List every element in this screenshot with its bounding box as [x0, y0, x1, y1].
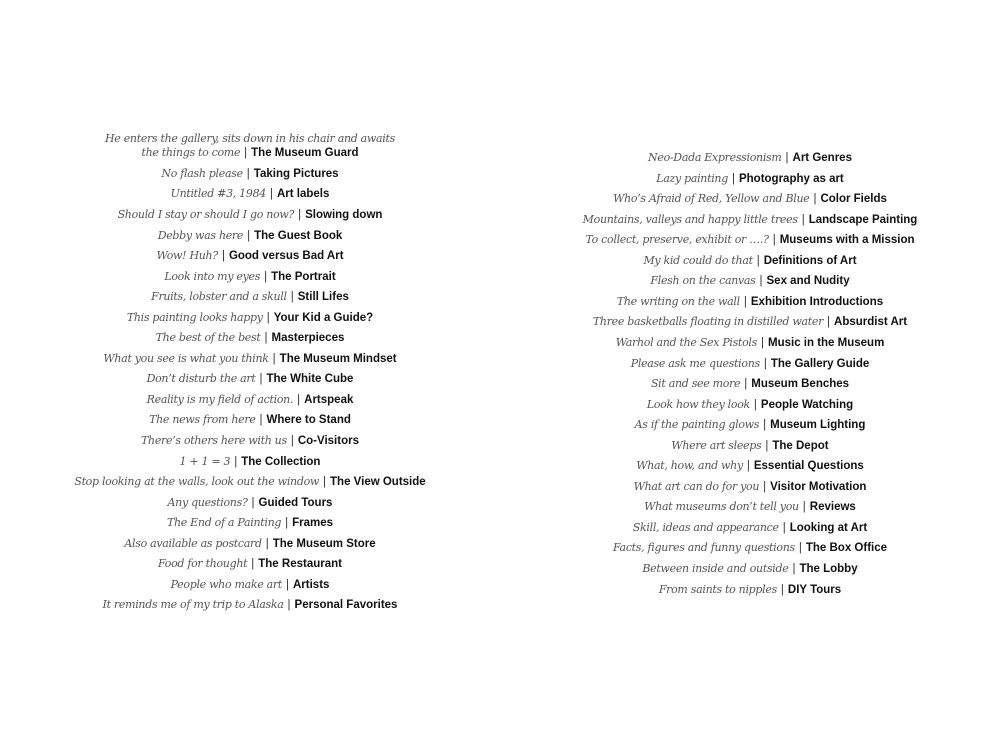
list-item — [500, 418, 1000, 432]
list-item — [500, 151, 1000, 165]
entry-tagline: 1 + 1 = 3 — [179, 455, 231, 468]
separator: | — [264, 271, 268, 283]
list-item — [0, 475, 500, 489]
separator: | — [285, 517, 289, 529]
entry-tagline: The best of the best — [155, 331, 261, 344]
entry-tagline: What you see is what you think — [103, 352, 269, 365]
separator: | — [290, 435, 294, 447]
entry-title: The View Outside — [330, 476, 426, 488]
separator: | — [298, 209, 302, 221]
entry-title: The Collection — [241, 456, 321, 468]
entry-title: Good versus Bad Art — [228, 250, 344, 262]
separator: | — [744, 378, 748, 390]
entry-title: The Portrait — [271, 271, 336, 283]
entry-tagline: The End of a Painting — [166, 516, 282, 529]
separator: | — [234, 456, 238, 468]
list-item — [500, 192, 1000, 206]
separator: | — [251, 497, 255, 509]
entry-tagline: To collect, preserve, exhibit or ….? — [585, 233, 769, 246]
entry-tagline: Warhol and the Sex Pistols — [615, 336, 757, 349]
list-item — [0, 311, 500, 325]
entry-title: Your Kid a Guide? — [273, 312, 374, 324]
entry-title: The White Cube — [266, 373, 354, 385]
entry-tagline: Flesh on the canvas — [650, 274, 756, 287]
list-item — [500, 459, 1000, 473]
entry-title: Museum Lighting — [770, 419, 866, 431]
separator: | — [761, 337, 764, 349]
separator: | — [269, 188, 273, 200]
separator: | — [290, 291, 294, 303]
entry-tagline: The writing on the wall — [616, 295, 740, 308]
entry-title: Artists — [293, 579, 330, 591]
separator: | — [323, 476, 327, 488]
list-item — [0, 270, 500, 284]
entry-tagline: This painting looks happy — [126, 311, 263, 324]
entry-title: Absurdist Art — [834, 316, 908, 328]
entry-tagline: Any questions? — [167, 496, 248, 509]
entry-title: Museum Benches — [751, 378, 850, 390]
list-item — [0, 331, 500, 345]
entry-title: Co-Visitors — [297, 435, 359, 447]
separator: | — [247, 230, 251, 242]
separator: | — [746, 460, 750, 472]
entry-title: Art Genres — [792, 152, 852, 164]
entry-tagline: It reminds me of my trip to Alaska — [102, 598, 284, 611]
separator: | — [756, 255, 760, 267]
separator: | — [763, 481, 767, 493]
entry-title: Frames — [292, 517, 334, 529]
list-item — [0, 352, 500, 366]
entry-tagline-line1: He enters the gallery, sits down in his chair and awaits — [105, 132, 395, 145]
entry-tagline: As if the painting glows — [634, 418, 760, 431]
separator: | — [798, 542, 802, 554]
entry-title: The Museum Guard — [251, 147, 359, 159]
separator: | — [743, 296, 747, 308]
separator: | — [259, 414, 263, 426]
list-item — [500, 398, 1000, 412]
entry-tagline: Reality is my field of action. — [146, 393, 294, 406]
entry-title: Landscape Painting — [808, 214, 918, 226]
list-item — [500, 254, 1000, 268]
entry-title: Reviews — [809, 501, 856, 513]
separator: | — [792, 563, 796, 575]
entry-title: Where to Stand — [266, 414, 351, 426]
list-item — [0, 455, 500, 469]
entry-tagline: Please ask me questions — [630, 357, 760, 370]
entry-title: Still Lifes — [297, 291, 349, 303]
entry-tagline: Three basketballs floating in distilled water — [592, 315, 824, 328]
entry-tagline: Sit and see more — [650, 377, 741, 390]
separator: | — [221, 250, 225, 262]
list-item — [500, 583, 1000, 597]
entry-title: Personal Favorites — [294, 599, 398, 611]
separator: | — [765, 440, 769, 452]
entry-tagline: Mountains, valleys and happy little trees — [582, 213, 798, 226]
list-item — [0, 290, 500, 304]
entry-tagline: My kid could do that — [643, 254, 753, 267]
list-item — [500, 562, 1000, 576]
entry-title: Exhibition Introductions — [750, 296, 884, 308]
entry-tagline: There’s others here with us — [141, 434, 287, 447]
entry-tagline: What art can do for you — [633, 480, 760, 493]
entry-tagline: Who’s Afraid of Red, Yellow and Blue — [613, 192, 810, 205]
entry-title: Art labels — [276, 188, 330, 200]
entry-title: The Gallery Guide — [770, 358, 870, 370]
separator: | — [780, 584, 784, 596]
entry-title: Essential Questions — [753, 460, 864, 472]
entry-tagline: The news from here — [149, 413, 256, 426]
entry-title: Slowing down — [305, 209, 383, 221]
entry-title: Taking Pictures — [253, 168, 339, 180]
separator: | — [731, 173, 735, 185]
entry-title: The Box Office — [805, 542, 888, 554]
separator: | — [264, 332, 268, 344]
list-item — [0, 249, 500, 263]
entry-tagline: No flash please — [161, 167, 243, 180]
entry-title: Definitions of Art — [763, 255, 857, 267]
entry-title: The Depot — [772, 440, 829, 452]
list-item — [0, 372, 500, 386]
list-item — [500, 213, 1000, 227]
list-item — [0, 132, 500, 160]
list-item — [500, 521, 1000, 535]
entry-tagline: From saints to nipples — [658, 583, 777, 596]
list-item — [0, 187, 500, 201]
list-item — [500, 541, 1000, 555]
separator: | — [266, 312, 270, 324]
list-item — [0, 167, 500, 181]
list-item — [500, 439, 1000, 453]
separator: | — [259, 373, 263, 385]
entry-tagline: Fruits, lobster and a skull — [151, 290, 287, 303]
entry-title: Guided Tours — [258, 497, 333, 509]
entry-tagline: Should I stay or should I go now? — [117, 208, 295, 221]
entry-title: Artspeak — [304, 394, 354, 406]
list-item — [0, 434, 500, 448]
list-item — [0, 229, 500, 243]
entry-tagline: Untitled #3, 1984 — [170, 187, 266, 200]
separator: | — [782, 522, 786, 534]
entry-tagline: What museums don’t tell you — [644, 500, 799, 513]
separator: | — [272, 353, 276, 365]
entry-tagline: What, how, and why — [636, 459, 743, 472]
list-item — [0, 516, 500, 530]
separator: | — [753, 399, 757, 411]
separator: | — [265, 538, 269, 550]
entry-tagline: Food for thought — [158, 557, 248, 570]
list-item — [0, 393, 500, 407]
separator: | — [802, 501, 806, 513]
entry-tagline: Also available as postcard — [124, 537, 262, 550]
entry-tagline: People who make art — [170, 578, 282, 591]
separator: | — [772, 234, 776, 246]
entry-tagline: Debby was here — [157, 229, 244, 242]
entry-title: Museums with a Mission — [779, 234, 915, 246]
entry-tagline: Look how they look — [646, 398, 750, 411]
entry-tagline: Where art sleeps — [671, 439, 762, 452]
separator: | — [763, 419, 767, 431]
entry-tagline: Lazy painting — [656, 172, 728, 185]
list-item — [0, 598, 500, 612]
entry-title: People Watching — [760, 399, 854, 411]
separator: | — [244, 147, 248, 159]
entry-title: Music in the Museum — [768, 337, 885, 349]
entry-title: The Museum Mindset — [279, 353, 397, 365]
entry-tagline: Look into my eyes — [164, 270, 261, 283]
separator: | — [287, 599, 291, 611]
entry-title: Visitor Motivation — [770, 481, 867, 493]
separator: | — [801, 214, 805, 226]
separator: | — [827, 316, 831, 328]
list-item — [500, 172, 1000, 186]
separator: | — [286, 579, 289, 591]
entry-title: Photography as art — [738, 173, 844, 185]
entry-tagline: Stop looking at the walls, look out the window — [74, 475, 320, 488]
list-item — [500, 377, 1000, 391]
separator: | — [763, 358, 767, 370]
entry-title: Looking at Art — [789, 522, 868, 534]
entry-title: The Lobby — [799, 563, 858, 575]
list-item — [500, 295, 1000, 309]
entry-tagline: Neo-Dada Expressionism — [648, 151, 782, 164]
list-item — [0, 413, 500, 427]
entry-title: The Guest Book — [254, 230, 343, 242]
entry-title: Masterpieces — [271, 332, 345, 344]
entry-tagline: Wow! Huh? — [156, 249, 218, 262]
list-item — [500, 274, 1000, 288]
list-item — [0, 578, 500, 592]
entry-tagline: Between inside and outside — [642, 562, 789, 575]
list-item — [500, 233, 1000, 247]
list-item — [0, 537, 500, 551]
list-item — [500, 336, 1000, 350]
separator: | — [246, 168, 250, 180]
list-item — [500, 357, 1000, 371]
list-item — [500, 500, 1000, 514]
separator: | — [297, 394, 301, 406]
list-item — [500, 315, 1000, 329]
separator: | — [785, 152, 789, 164]
separator: | — [251, 558, 255, 570]
list-item — [500, 480, 1000, 494]
entry-title: DIY Tours — [787, 584, 842, 596]
separator: | — [813, 193, 817, 205]
list-item — [0, 557, 500, 571]
separator: | — [759, 275, 763, 287]
list-item — [0, 208, 500, 222]
entry-title: The Restaurant — [258, 558, 342, 570]
entry-tagline: Facts, figures and funny questions — [612, 541, 795, 554]
entry-tagline: Don’t disturb the art — [146, 372, 256, 385]
entry-tagline: Skill, ideas and appearance — [632, 521, 779, 534]
entry-title: The Museum Store — [272, 538, 376, 550]
entry-title: Color Fields — [820, 193, 887, 205]
entry-title: Sex and Nudity — [766, 275, 850, 287]
list-item — [0, 496, 500, 510]
entry-tagline: the things to come — [141, 146, 241, 159]
